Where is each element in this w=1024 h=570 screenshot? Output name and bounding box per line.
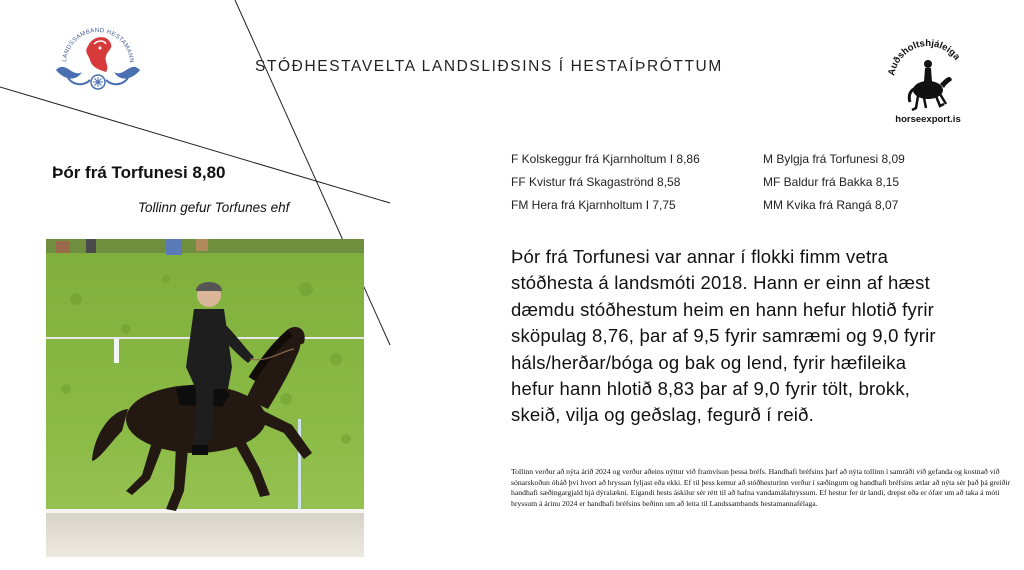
landssamband-logo-text: LANDSSAMBAND HESTAMANN <box>62 27 135 64</box>
pedigree-sire-column <box>511 148 700 217</box>
pedigree-entry: FF Kvistur frá Skagaströnd 8,58 <box>511 175 681 189</box>
pedigree-entry: FM Hera frá Kjarnholtum I 7,75 <box>511 198 676 212</box>
pedigree-entry: F Kolskeggur frá Kjarnholtum I 8,86 <box>511 152 700 166</box>
horse-description: Þór frá Torfunesi var annar í flokki fimm vetra stóðhesta á landsmóti 2018. Hann er einn af hæst dæmdu stóðhestum heim en hann hefur hlotið fyrir sköpulag 8,76, þar af 9,5 fyrir samræmi og 9,0 fyrir háls/herðar/bóga og bak og lend, fyrir hæfileika hefur hann hlotið 8,83 þar af 9,0 fyrir tölt, brokk, skeið, vilja og geðslag, fegurð í reið. <box>511 246 936 426</box>
horse-name: Þór frá Torfunesi 8,80 <box>52 163 226 182</box>
horse-photo <box>46 239 364 557</box>
svg-text:Auðsholtshjáleiga <box>886 38 962 77</box>
pedigree-entry: MF Baldur frá Bakka 8,15 <box>763 175 900 189</box>
pedigree-dam-column <box>763 148 905 217</box>
horseexport-logo-bottom-text: horseexport.is <box>895 114 961 125</box>
horseexport-logo <box>880 34 976 130</box>
horseexport-logo-top-text: Auðsholtshjáleiga <box>886 38 963 77</box>
diagonal-line-1 <box>0 87 390 203</box>
landssamband-logo <box>48 20 148 100</box>
pedigree-entry: MM Kvika frá Rangá 8,07 <box>763 198 899 212</box>
donor-line: Tollinn gefur Torfunes ehf <box>138 200 290 215</box>
page-title: STÓÐHESTAVELTA LANDSLIÐSINS Í HESTAÍÞRÓTTUM <box>255 58 723 75</box>
pedigree-entry: M Bylgja frá Torfunesi 8,09 <box>763 152 905 166</box>
terms-fine-print: Tollinn verður að nýta árið 2024 og verður aðeins nýttur við framvísun þessa bréfs. Handhafi bréfsins þarf að nýta tollinn í samráði við gefanda og kostnað við sónarskoðun óháð því hvort að hryssan fyljast eða ekki. Ef til þess kemur að stóðhesturinn verður í sæðingum og handhafi bréfsins ætlar að nýta sér það þá greiðir handhafi sæðingargjald hjá dýralækni. Eigandi hests áskilur sér rétt til að hafna vandamálahryssum. Ef hestur fer úr landi, drepst eða er ófær um að taka á móti hryssum á árinu 2024 er handhafi bréfsins beðinn um að leita til Landssambands hestamannafélaga. <box>511 467 1011 508</box>
